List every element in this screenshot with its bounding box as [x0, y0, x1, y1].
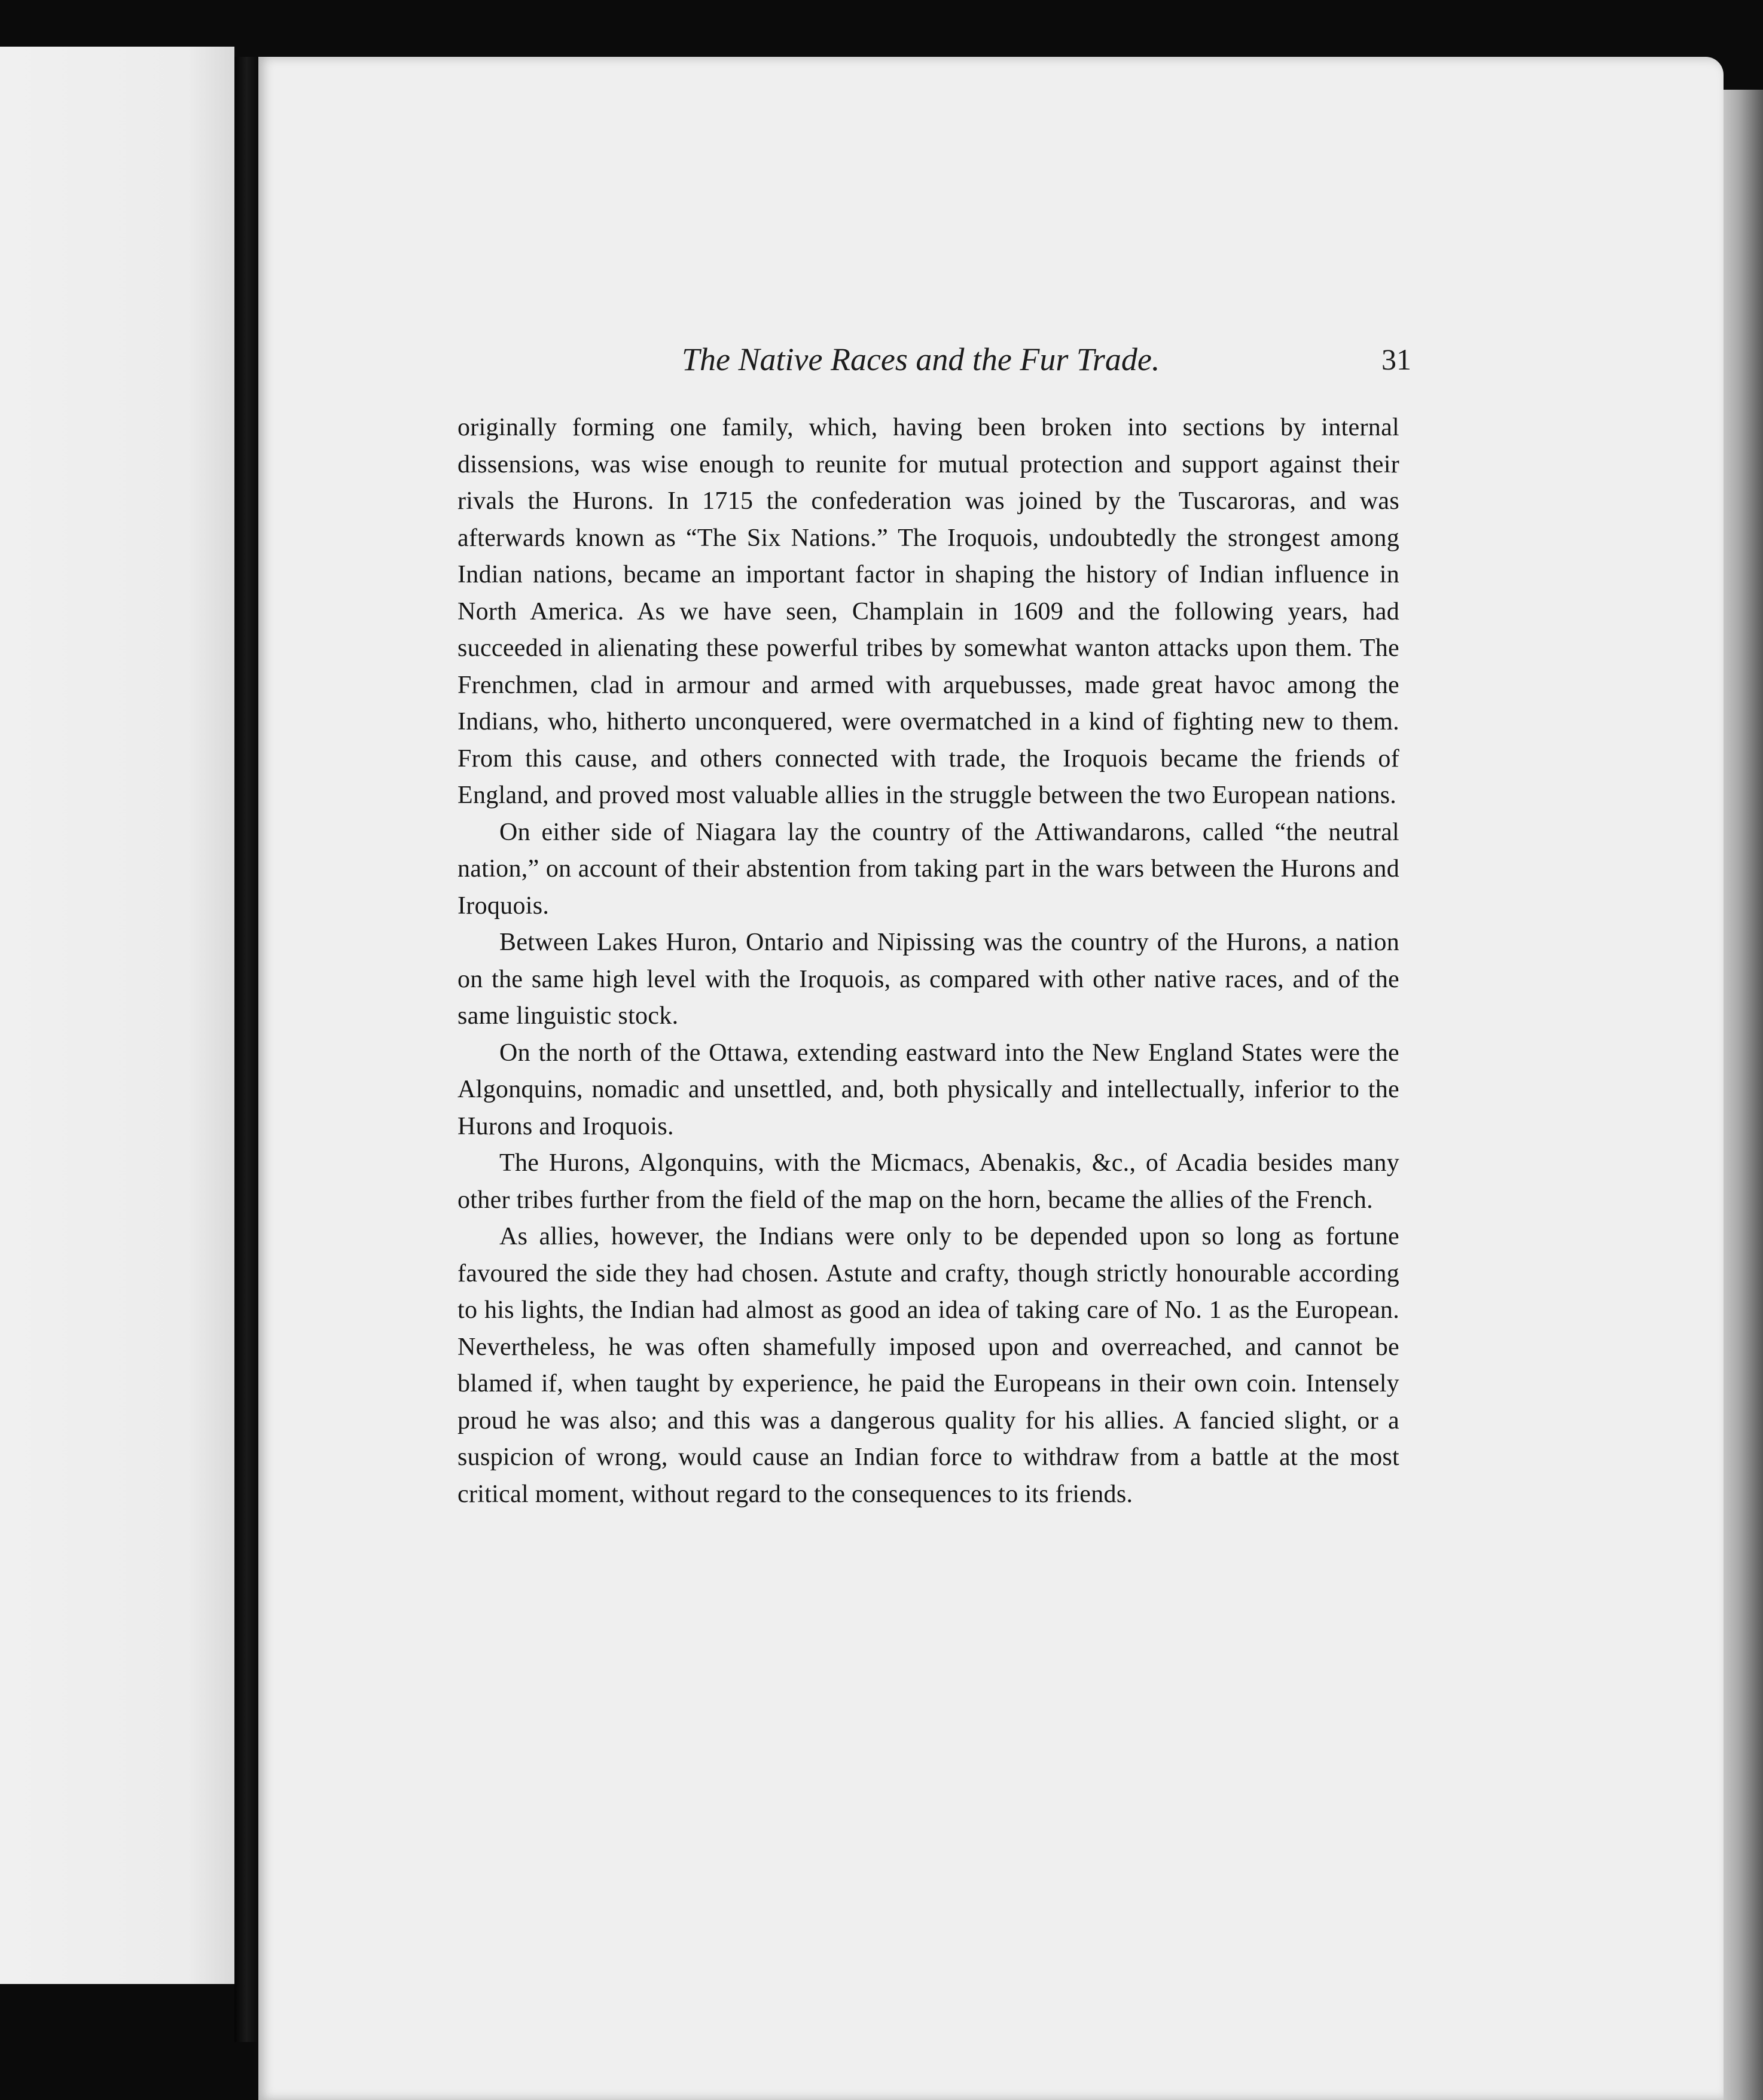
page-stack-edge [1722, 90, 1763, 2100]
left-page-edge [0, 47, 234, 1984]
paragraph-attiwandarons: On either side of Niagara lay the country of the Attiwandarons, called “the neutral nation,” on account of their abstention from taking part in the wars between the Hurons and Iroquois. [457, 818, 1399, 920]
background-shadow [0, 1984, 234, 2100]
paragraph-indian-allies: As allies, however, the Indians were only to be depended upon so long as fortune favoured the side they had chosen. Astute and crafty, though strictly honourable according to his lights, the Indian had almost as good an idea of taking care of No. 1 as the European. Nevertheless, he was often shamefully imposed upon and overreached, and cannot be blamed if, when taught by experience, he paid the Europeans in their own coin. Intensely proud he was also; and this was a dangerous quality for his allies. A fancied slight, or a suspicion of wrong, would cause an Indian force to withdraw from a battle at the most critical moment, without regard to the consequences to its friends. [457, 1223, 1399, 1508]
paragraph-algonquins: On the north of the Ottawa, extending eastward into the New England States were the Algonquins, nomadic and unsettled, and, both physically and intellectually, inferior to the Hurons and Iroquois. [457, 1039, 1399, 1140]
body-text [457, 410, 1399, 1513]
paragraph-hurons: Between Lakes Huron, Ontario and Nipissing was the country of the Hurons, a nation on the same high level with the Iroquois, as compared with other native races, and of the same linguistic stock. [457, 929, 1399, 1030]
running-head: The Native Races and the Fur Trade. [682, 341, 1160, 377]
paragraph-french-allies: The Hurons, Algonquins, with the Micmacs, Abenakis, &c., of Acadia besides many other tribes further from the field of the map on the horn, became the allies of the French. [457, 1149, 1399, 1214]
book-gutter [234, 57, 258, 2042]
page-header [682, 341, 1411, 389]
page-number: 31 [1381, 343, 1411, 376]
paragraph-continuation: originally forming one family, which, having been broken into sections by internal dissensions, was wise enough to reunite for mutual protection and support against their rivals the Hurons. In 1715 the confederation was joined by the Tuscaroras, and was afterwards known as “The Six Nations.” The Iroquois, undoubtedly the strongest among Indian nations, became an important factor in shaping the history of Indian influence in North America. As we have seen, Champlain in 1609 and the following years, had succeeded in alienating these powerful tribes by somewhat wanton attacks upon them. The Frenchmen, clad in armour and armed with arquebusses, made great havoc among the Indians, who, hitherto unconquered, were overmatched in a kind of fighting new to them. From this cause, and others connected with trade, the Iroquois became the friends of England, and proved most valuable allies in the struggle between the two European nations. [457, 414, 1399, 809]
